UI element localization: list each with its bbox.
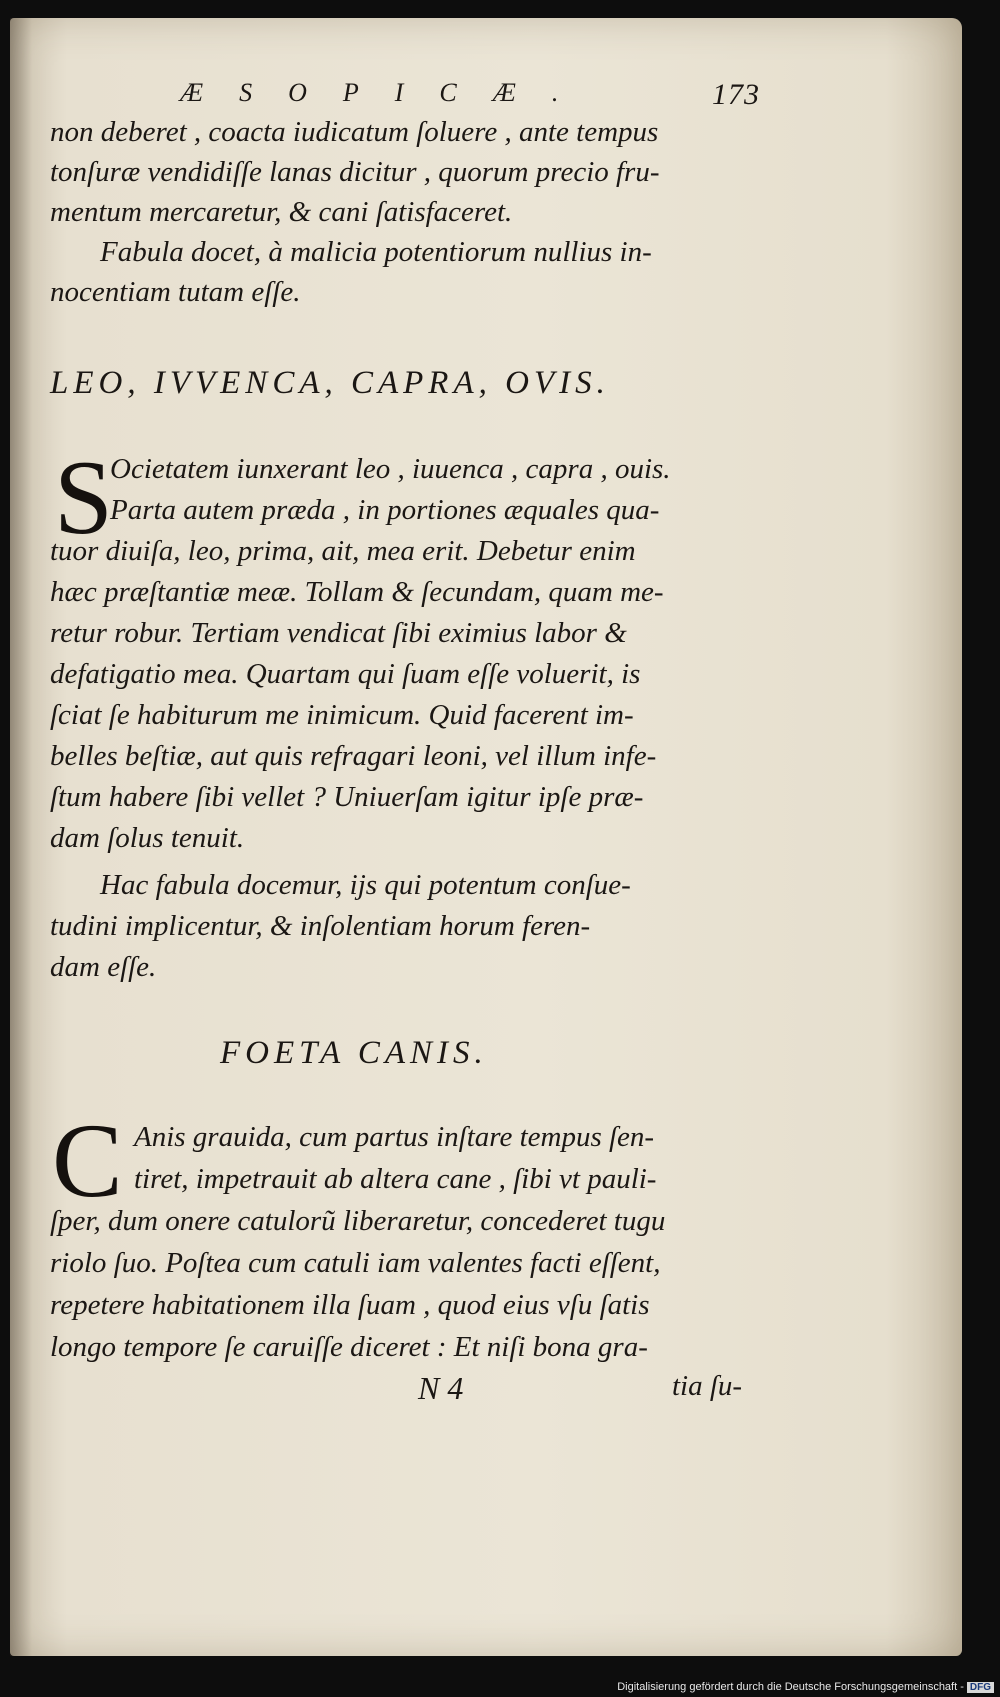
text-line: longo tempore ſe caruiſſe diceret : Et niſi bona gra- bbox=[50, 1331, 648, 1363]
catchword: tia ſu- bbox=[672, 1370, 743, 1402]
signature-mark: N 4 bbox=[418, 1370, 464, 1406]
text-line: Ocietatem iunxerant leo , iuuenca , capra , ouis. bbox=[110, 453, 671, 485]
text-line: ſtum habere ſibi vellet ? Uniuerſam igitur ipſe præ- bbox=[50, 781, 644, 813]
running-title: ÆSOPICÆ. bbox=[180, 78, 595, 107]
text-line: ſper, dum onere catulorũ liberaretur, concederet tugu bbox=[50, 1205, 666, 1237]
fable-heading: LEO, IVVENCA, CAPRA, OVIS. bbox=[50, 365, 610, 401]
text-line: hæc præſtantiæ meæ. Tollam & ſecundam, quam me- bbox=[50, 576, 664, 608]
page-header bbox=[180, 78, 780, 111]
moral-line: Fabula docet, à malicia potentiorum nullius in- bbox=[100, 236, 652, 268]
text-line: tiret, impetrauit ab altera cane , ſibi vt pauli- bbox=[134, 1163, 657, 1195]
text-line: dam ſolus tenuit. bbox=[50, 822, 245, 854]
text-line: non deberet , coacta iudicatum ſoluere , ante tempus bbox=[50, 116, 659, 148]
dfg-logo[interactable]: DFG bbox=[967, 1682, 994, 1693]
text-line: Anis grauida, cum partus inſtare tempus ſen- bbox=[134, 1121, 655, 1153]
moral-line: dam eſſe. bbox=[50, 951, 157, 983]
fable-heading: FOETA CANIS. bbox=[220, 1035, 488, 1071]
drop-cap: S bbox=[54, 439, 113, 556]
text-line: tonſuræ vendidiſſe lanas dicitur , quorum precio fru- bbox=[50, 156, 660, 188]
text-line: riolo ſuo. Poſtea cum catuli iam valentes facti eſſent, bbox=[50, 1247, 661, 1279]
moral-line: Hac fabula docemur, ijs qui potentum conſue- bbox=[100, 869, 631, 901]
page-number: 173 bbox=[712, 78, 760, 111]
drop-cap: C bbox=[52, 1102, 123, 1219]
gutter-shadow bbox=[10, 18, 32, 1656]
digitization-credit bbox=[617, 1681, 994, 1693]
credit-text: Digitalisierung gefördert durch die Deutsche Forschungsgemeinschaft - bbox=[617, 1681, 964, 1693]
text-line: tuor diuiſa, leo, prima, ait, mea erit. Debetur enim bbox=[50, 535, 636, 567]
text-line: retur robur. Tertiam vendicat ſibi eximius labor & bbox=[50, 617, 627, 649]
moral-line: tudini implicentur, & inſolentiam horum feren- bbox=[50, 910, 591, 942]
text-line: ſciat ſe habiturum me inimicum. Quid facerent im- bbox=[50, 699, 634, 731]
text-line: defatigatio mea. Quartam qui ſuam eſſe voluerit, is bbox=[50, 658, 641, 690]
text-line: belles beſtiæ, aut quis refragari leoni, vel illum infe- bbox=[50, 740, 657, 772]
text-line: mentum mercaretur, & cani ſatisfaceret. bbox=[50, 196, 513, 228]
text-line: Parta autem præda , in portiones æquales qua- bbox=[110, 494, 660, 526]
moral-line: nocentiam tutam eſſe. bbox=[50, 276, 301, 308]
text-line: repetere habitationem illa ſuam , quod eius vſu ſatis bbox=[50, 1289, 650, 1321]
